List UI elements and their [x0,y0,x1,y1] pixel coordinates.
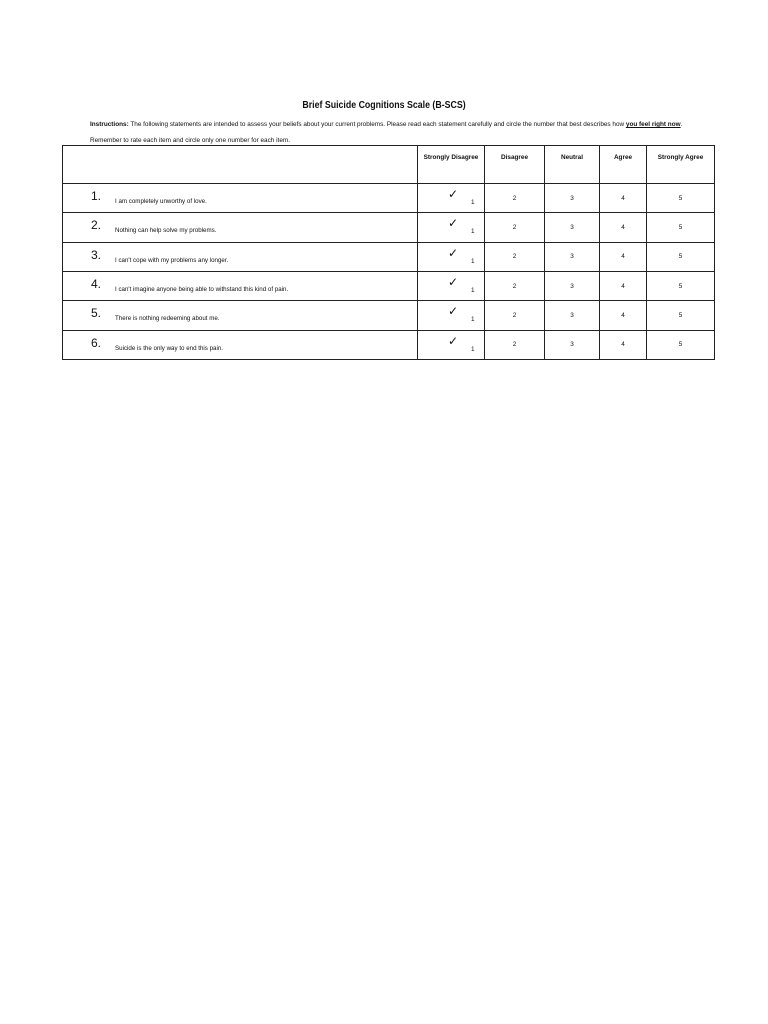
rating-option-1[interactable] [418,330,485,359]
option-value: 1 [471,345,475,353]
rating-option-4[interactable] [600,271,647,300]
table-row [63,213,715,242]
column-header-neutral: Neutral [545,146,600,184]
item-statement: Suicide is the only way to end this pain. [115,344,224,352]
option-value: 4 [621,253,625,261]
option-value: 2 [512,194,517,202]
rating-option-4[interactable] [600,184,647,213]
option-value: 5 [678,253,683,261]
option-value: 3 [570,223,574,231]
option-value: 2 [512,223,517,231]
item-number: 4. [91,276,102,291]
item-number: 6. [91,335,102,350]
rating-option-4[interactable] [600,242,647,271]
checkmark-icon: ✓ [448,333,459,348]
item-number: 1. [91,189,102,203]
checkmark-icon: ✓ [448,304,459,319]
rating-option-1[interactable] [418,301,485,330]
rating-option-3[interactable] [545,330,600,359]
rating-table [62,145,715,360]
option-value: 2 [512,253,517,261]
rating-option-2[interactable] [485,242,545,271]
rating-option-1[interactable] [418,184,485,213]
rating-option-2[interactable] [485,330,545,359]
statement-header [63,146,418,184]
rating-option-1[interactable] [418,213,485,242]
item-statement: There is nothing redeeming about me. [115,315,220,323]
checkmark-icon: ✓ [448,187,459,201]
table-row [63,301,715,330]
rating-option-5[interactable] [647,184,715,213]
rating-option-5[interactable] [647,213,715,242]
table-row [63,330,715,359]
rating-option-3[interactable] [545,242,600,271]
option-value: 5 [678,341,683,349]
rating-option-5[interactable] [647,271,715,300]
rating-option-4[interactable] [600,330,647,359]
option-value: 5 [678,223,683,231]
rating-option-2[interactable] [485,301,545,330]
rating-option-1[interactable] [418,271,485,300]
option-value: 1 [471,257,475,265]
statement-cell [63,242,418,271]
option-value: 3 [570,253,574,261]
table-row [63,271,715,300]
instructions-label: Instructions: [90,121,129,128]
option-value: 3 [570,282,574,290]
rating-option-2[interactable] [485,184,545,213]
instructions-text-end: . Remember to rate each item and circle only one number for each item. [90,121,683,144]
item-number: 2. [91,218,102,233]
checkmark-icon: ✓ [448,245,459,260]
item-statement: I can't imagine anyone being able to withstand this kind of pain. [115,285,289,293]
document-title: Brief Suicide Cognitions Scale (B-SCS) [302,100,466,111]
statement-cell [63,213,418,242]
rating-option-5[interactable] [647,330,715,359]
option-value: 2 [512,311,517,319]
option-value: 4 [621,223,625,231]
option-value: 3 [570,194,574,202]
option-value: 1 [471,228,475,236]
rating-option-1[interactable] [418,242,485,271]
option-value: 5 [678,194,683,202]
rating-option-5[interactable] [647,301,715,330]
option-value: 4 [621,194,625,202]
option-value: 3 [570,311,574,319]
rating-option-3[interactable] [545,301,600,330]
checkmark-icon: ✓ [448,216,459,231]
instructions-emphasis: you feel right now [625,121,681,128]
item-statement: I am completely unworthy of love. [115,198,207,205]
rating-option-3[interactable] [545,213,600,242]
table-row [63,184,715,213]
item-number: 5. [91,306,102,321]
item-statement: I can't cope with my problems any longer. [115,256,229,264]
header-row [63,146,715,184]
column-header-agree: Agree [600,146,647,184]
column-header-strongly-agree: Strongly Agree [647,146,715,184]
option-value: 4 [621,341,625,349]
rating-option-4[interactable] [600,213,647,242]
statement-cell [63,301,418,330]
column-header-strongly-disagree: Strongly Disagree [418,146,485,184]
option-value: 5 [678,282,683,290]
column-header-disagree: Disagree [485,146,545,184]
option-value: 1 [471,199,475,206]
statement-cell [63,271,418,300]
option-value: 2 [512,282,517,290]
option-value: 5 [678,311,683,319]
option-value: 3 [570,341,574,349]
statement-cell [63,184,418,213]
option-value: 1 [471,286,475,294]
rating-option-2[interactable] [485,271,545,300]
rating-option-3[interactable] [545,271,600,300]
table-row [63,242,715,271]
instructions-text: The following statements are intended to assess your beliefs about your current problems. Please read each statement carefully and circle the number that best describes how [128,121,626,128]
statement-cell [63,330,418,359]
item-number: 3. [91,247,102,262]
option-value: 4 [621,282,625,290]
option-value: 2 [512,341,517,349]
rating-option-3[interactable] [545,184,600,213]
option-value: 4 [621,311,625,319]
rating-option-2[interactable] [485,213,545,242]
checkmark-icon: ✓ [448,274,459,289]
rating-option-4[interactable] [600,301,647,330]
option-value: 1 [471,316,475,324]
rating-option-5[interactable] [647,242,715,271]
item-statement: Nothing can help solve my problems. [115,227,217,235]
